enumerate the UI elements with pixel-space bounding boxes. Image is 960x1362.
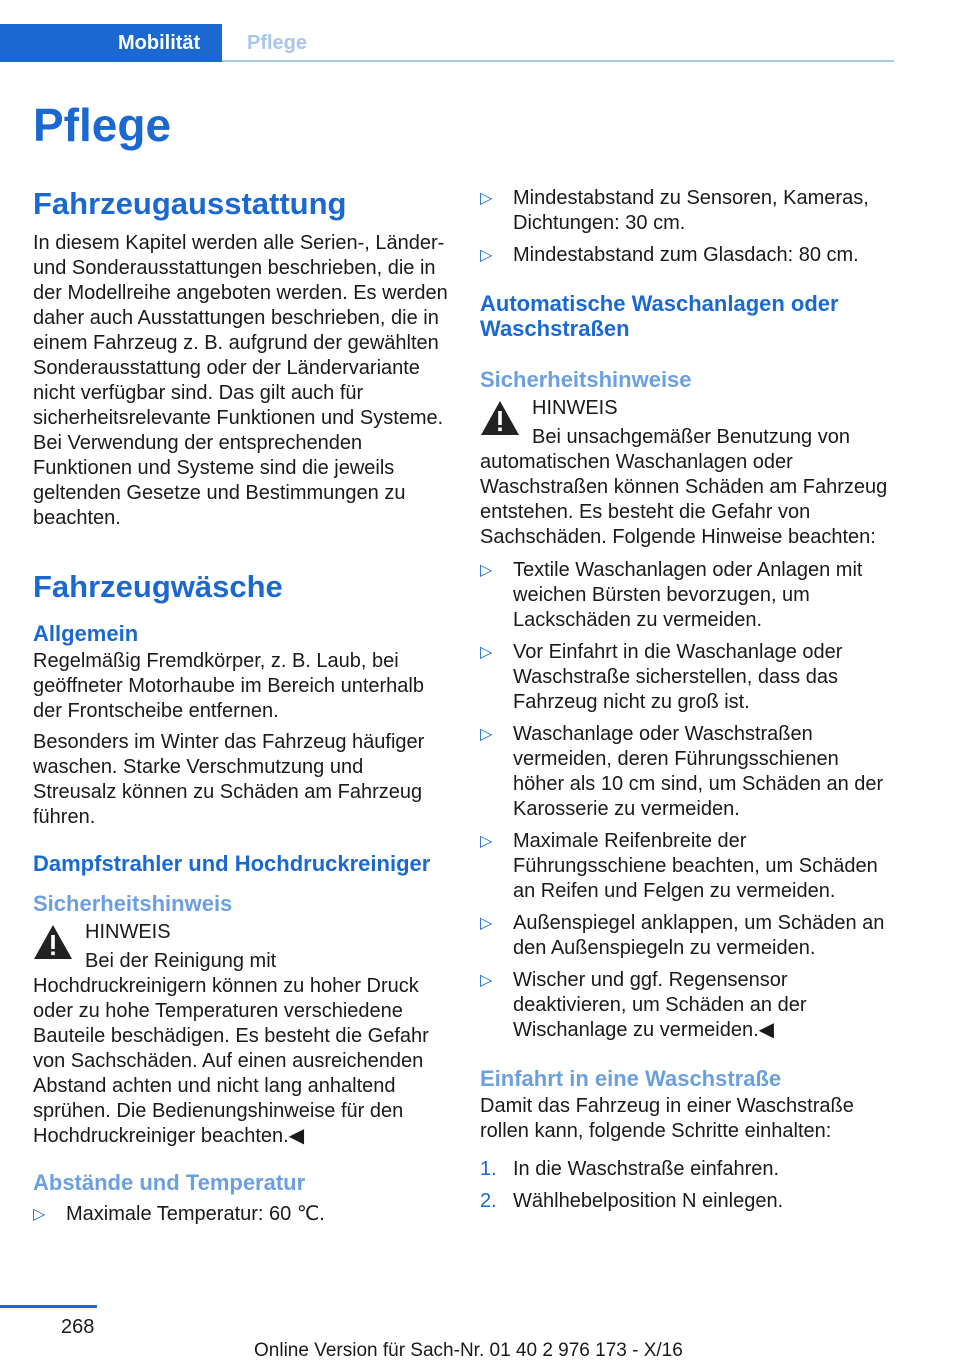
paragraph-ausstattung: In diesem Kapitel werden alle Serien-, Länder- und Sonderausstattungen beschrieben, die in der Modellreihe angeboten werden. Es werden daher auch Ausstattungen beschrieben, die in einem Fahrzeug z. B. aufgrund der gewählten Sonderausstattung oder der Ländervariante nicht verfügbar sind. Das gilt auch für sicherheitsrelevante Funktionen und Systeme. Bei Verwendung der entsprechenden Funktionen und Systeme sind die jeweils geltenden Gesetze und Bestimmungen zu beachten. — [33, 232, 448, 529]
list-item: ▷ Waschanlage oder Waschstraßen vermeiden, deren Führungsschienen höher als 10 cm sind, um Schäden an der Karosserie zu vermeiden. — [480, 723, 884, 820]
list-item: ▷ Maximale Reifenbreite der Führungsschiene beachten, um Schäden an Reifen und Felgen zu vermeiden. — [480, 830, 878, 902]
online-version-note: Online Version für Sach-Nr. 01 40 2 976 173 - X/16 — [254, 1340, 683, 1361]
list-item: ▷ Vor Einfahrt in die Waschanlage oder Waschstraße sicherstellen, dass das Fahrzeug nicht zu groß ist. — [480, 641, 843, 713]
step-item: 1. In die Waschstraße einfahren. — [480, 1158, 780, 1180]
heading-allgemein: Allgemein — [33, 621, 139, 646]
header-bar — [0, 0, 960, 62]
steps-list — [480, 1157, 895, 1214]
page-title: Pflege — [33, 99, 172, 151]
list-item: ▷ Mindestabstand zu Sensoren, Kameras, Dichtungen: 30 cm. — [480, 187, 869, 234]
warning-text: Bei der Reinigung mit Hochdruckreinigern können zu hoher Druck oder zu hohe Temperaturen verschiedene Bauteile beschädigen. Es besteht die Gefahr von Sachschäden. Auf einen ausreichenden Abstand achten und nicht lang anhaltend sprühen. Die Bedienungshinweise für den Hochdruckreiniger beachten.◀ — [33, 950, 429, 1147]
triangle-right-icon: ▷ — [480, 190, 493, 207]
triangle-right-icon: ▷ — [480, 833, 493, 850]
triangle-right-icon: ▷ — [480, 562, 493, 579]
tab-mobilitaet[interactable]: Mobilität — [0, 24, 222, 62]
triangle-right-icon: ▷ — [480, 915, 493, 932]
heading-fahrzeugwaesche: Fahrzeugwäsche — [33, 569, 283, 604]
warning-icon — [480, 400, 520, 436]
header-divider — [222, 60, 894, 62]
triangle-right-icon: ▷ — [480, 972, 493, 989]
warning-block — [33, 920, 448, 1149]
paragraph-einfahrt: Damit das Fahrzeug in einer Waschstraße rollen kann, folgende Schritte einhalten: — [480, 1095, 854, 1142]
list-item: ▷ Maximale Temperatur: 60 ℃. — [33, 1203, 325, 1225]
warning-icon — [33, 924, 73, 960]
footer-divider — [0, 1305, 97, 1308]
list-mindestabstand — [480, 186, 895, 268]
warning-text: Bei unsachgemäßer Benutzung von automatischen Waschanlagen oder Waschstraßen können Schäden am Fahrzeug entstehen. Es besteht die Gefahr von Sachschäden. Folgende Hinweise beachten: — [480, 426, 888, 548]
warning-label: HINWEIS — [85, 921, 171, 943]
triangle-right-icon: ▷ — [33, 1206, 46, 1223]
heading-sicherheitshinweise: Sicherheitshinweise — [480, 367, 692, 392]
step-number: 2. — [480, 1190, 497, 1212]
list-item: ▷ Textile Waschanlagen oder Anlagen mit weichen Bürsten bevorzugen, um Lackschäden zu vermeiden. — [480, 559, 863, 631]
list-item: ▷ Außenspiegel anklappen, um Schäden an den Außenspiegeln zu vermeiden. — [480, 912, 885, 959]
list-abstaende — [33, 1202, 448, 1227]
heading-sicherheitshinweis: Sicherheitshinweis — [33, 891, 233, 916]
heading-einfahrt: Einfahrt in eine Waschstraße — [480, 1066, 782, 1091]
paragraph-allgemein-1: Regelmäßig Fremdkörper, z. B. Laub, bei geöffneter Motorhaube im Bereich unterhalb der Frontscheibe entfernen. — [33, 650, 424, 722]
page-number: 268 — [61, 1316, 95, 1338]
heading-automatische-waschanlagen: Automatische Waschanlagen oder Waschstraßen — [480, 291, 839, 341]
paragraph-allgemein-2: Besonders im Winter das Fahrzeug häufiger waschen. Starke Verschmutzung und Streusalz können zu Schäden am Fahrzeug führen. — [33, 731, 425, 828]
list-item: ▷ Wischer und ggf. Regensensor deaktivieren, um Schäden an der Wischanlage zu vermeiden.◀ — [480, 969, 807, 1041]
warning-block — [480, 396, 895, 550]
tab-pflege[interactable]: Pflege — [222, 24, 332, 62]
list-item: ▷ Mindestabstand zum Glasdach: 80 cm. — [480, 244, 859, 266]
left-column — [33, 185, 448, 1227]
warning-label: HINWEIS — [532, 397, 618, 419]
triangle-right-icon: ▷ — [480, 247, 493, 264]
heading-abstaende: Abstände und Temperatur — [33, 1170, 306, 1195]
right-column — [480, 186, 895, 1214]
step-item: 2. Wählhebelposition N einlegen. — [480, 1190, 784, 1212]
step-number: 1. — [480, 1158, 497, 1180]
heading-fahrzeugausstattung: Fahrzeugausstattung — [33, 186, 347, 221]
heading-dampfstrahler: Dampfstrahler und Hochdruckreiniger — [33, 851, 431, 876]
triangle-right-icon: ▷ — [480, 726, 493, 743]
list-hinweise — [480, 558, 895, 1043]
triangle-right-icon: ▷ — [480, 644, 493, 661]
